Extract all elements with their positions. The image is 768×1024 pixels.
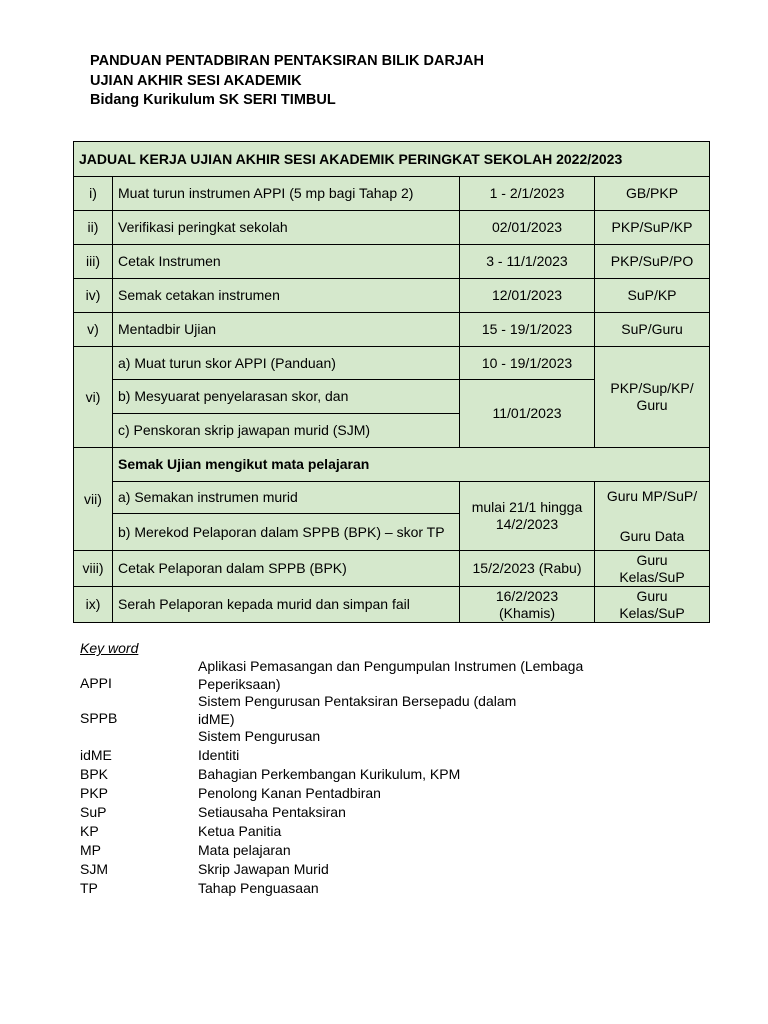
row-task: Muat turun instrumen APPI (5 mp bagi Tahap 2) (113, 177, 460, 211)
legend-key: BPK (80, 765, 109, 782)
legend-definition-line: Aplikasi Pemasangan dan Pengumpulan Instrumen (Lembaga (198, 658, 584, 674)
legend-key: idME (80, 746, 112, 763)
row-task: b) Merekod Pelaporan dalam SPPB (BPK) – skor TP (113, 514, 460, 551)
legend-definition: Mata pelajaran (198, 842, 291, 858)
legend-key: TP (80, 879, 98, 896)
legend-definition (198, 693, 628, 728)
row-date: 3 - 11/1/2023 (460, 245, 595, 279)
table-row (74, 245, 710, 279)
row-pic-line: Guru (636, 551, 668, 568)
table-row (74, 551, 710, 587)
row-pic: Guru MP/SuP/ (595, 482, 710, 514)
legend-item (80, 803, 628, 822)
legend-key: PKP (80, 784, 109, 801)
legend-key: APPI (80, 675, 112, 691)
row-task: Semak cetakan instrumen (113, 279, 460, 313)
legend-item (80, 879, 628, 898)
row-pic (595, 587, 710, 623)
table-row (74, 514, 710, 551)
row-date (460, 587, 595, 623)
row-pic: Guru Data (595, 514, 710, 551)
legend-item (80, 728, 628, 746)
row-pic-line: Kelas/SuP (619, 604, 685, 621)
schedule-table (73, 141, 710, 623)
row-date: 15/2/2023 (Rabu) (460, 551, 595, 587)
legend-item (80, 746, 628, 765)
table-row (74, 211, 710, 245)
table-row (74, 177, 710, 211)
legend-item (80, 841, 628, 860)
row-task: Verifikasi peringkat sekolah (113, 211, 460, 245)
legend-title: Key word (80, 640, 139, 656)
row-pic: SuP/KP (595, 279, 710, 313)
row-pic: SuP/Guru (595, 313, 710, 347)
header-school: Bidang Kurikulum SK SERI TIMBUL (90, 92, 336, 108)
legend-item (80, 822, 628, 841)
row-date (460, 482, 595, 551)
legend-definition-line: Sistem Pengurusan Pentaksiran Bersepadu (dalam (198, 693, 517, 709)
table-row (74, 482, 710, 514)
legend-key: SPPB (80, 710, 118, 726)
row-number: iii) (74, 245, 113, 279)
legend-item (80, 693, 628, 728)
legend-definition: Skrip Jawapan Murid (198, 861, 329, 877)
row-section-heading: Semak Ujian mengikut mata pelajaran (113, 448, 710, 482)
legend-key: MP (80, 841, 101, 858)
row-number: ii) (74, 211, 113, 245)
table-row (74, 313, 710, 347)
table-row (74, 448, 710, 482)
table-title: JADUAL KERJA UJIAN AKHIR SESI AKADEMIK PERINGKAT SEKOLAH 2022/2023 (74, 142, 710, 177)
legend-definition: Penolong Kanan Pentadbiran (198, 785, 381, 801)
legend-definition: Sistem Pengurusan (198, 728, 321, 744)
row-date: 02/01/2023 (460, 211, 595, 245)
table-title-row (74, 142, 710, 177)
legend-definition: Ketua Panitia (198, 823, 282, 839)
row-date: 11/01/2023 (460, 380, 595, 448)
legend-item (80, 860, 628, 879)
row-task: Serah Pelaporan kepada murid dan simpan fail (113, 587, 460, 623)
legend-definition: Tahap Penguasaan (198, 880, 319, 896)
row-pic (595, 551, 710, 587)
legend-item (80, 784, 628, 803)
row-task: b) Mesyuarat penyelarasan skor, dan (113, 380, 460, 414)
row-task: Cetak Instrumen (113, 245, 460, 279)
row-date: 10 - 19/1/2023 (460, 347, 595, 380)
row-pic-line: Guru (636, 397, 668, 413)
keyword-legend (80, 639, 628, 898)
table-row (74, 279, 710, 313)
row-task: c) Penskoran skrip jawapan murid (SJM) (113, 414, 460, 448)
row-pic: PKP/SuP/KP (595, 211, 710, 245)
row-date: 1 - 2/1/2023 (460, 177, 595, 211)
legend-key: SuP (80, 803, 107, 820)
legend-definition: Identiti (198, 747, 240, 763)
row-date-line: 14/2/2023 (495, 516, 559, 532)
table-row (74, 347, 710, 380)
header-subtitle: UJIAN AKHIR SESI AKADEMIK (90, 72, 302, 89)
row-pic-line: Kelas/SuP (619, 568, 685, 585)
row-pic-line: Guru (636, 587, 668, 604)
row-task: a) Semakan instrumen murid (113, 482, 460, 514)
legend-item (80, 658, 628, 693)
header-title: PANDUAN PENTADBIRAN PENTAKSIRAN BILIK DARJAH (90, 53, 484, 69)
row-pic: PKP/SuP/PO (595, 245, 710, 279)
row-number: v) (74, 313, 113, 347)
legend-item (80, 765, 628, 784)
row-date: 12/01/2023 (460, 279, 595, 313)
row-task: Cetak Pelaporan dalam SPPB (BPK) (113, 551, 460, 587)
legend-definition: Bahagian Perkembangan Kurikulum, KPM (198, 766, 461, 782)
legend-definition-line: Peperiksaan) (198, 675, 281, 692)
row-number: iv) (74, 279, 113, 313)
table-row (74, 587, 710, 623)
row-number: ix) (74, 587, 113, 623)
row-pic: GB/PKP (595, 177, 710, 211)
document-header (90, 52, 484, 111)
row-date-line: 16/2/2023 (495, 587, 559, 604)
row-date: 15 - 19/1/2023 (460, 313, 595, 347)
row-date-line: (Khamis) (498, 604, 555, 621)
row-number: vi) (74, 347, 113, 448)
legend-definition: Setiausaha Pentaksiran (198, 804, 346, 820)
legend-key: SJM (80, 860, 108, 877)
row-date-line: mulai 21/1 hingga (471, 499, 583, 515)
row-number: i) (74, 177, 113, 211)
legend-definition (198, 658, 628, 693)
row-pic-line: PKP/Sup/KP/ (610, 380, 694, 396)
row-pic (595, 347, 710, 448)
row-number: vii) (74, 448, 113, 551)
row-task: a) Muat turun skor APPI (Panduan) (113, 347, 460, 380)
legend-definition-line: idME) (198, 710, 235, 727)
row-number: viii) (74, 551, 113, 587)
row-task: Mentadbir Ujian (113, 313, 460, 347)
legend-key: KP (80, 822, 99, 839)
